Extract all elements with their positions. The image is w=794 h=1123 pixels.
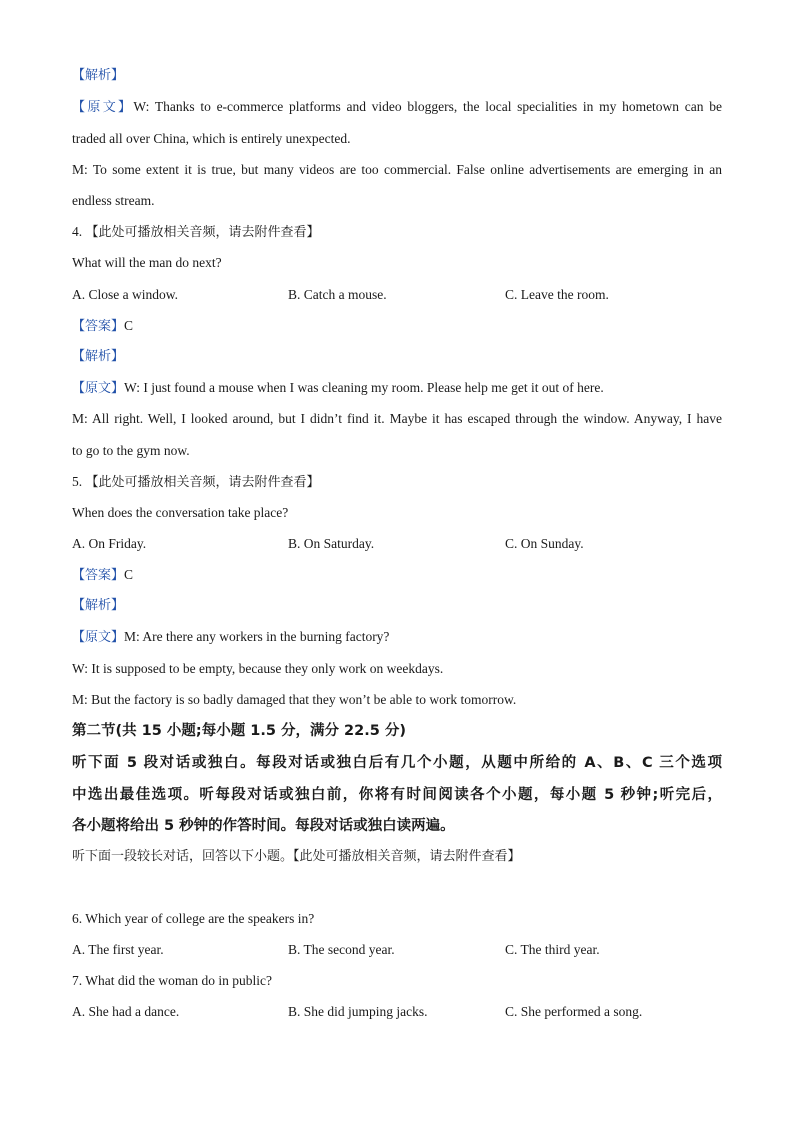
audio-link[interactable]: 【此处可播放相关音频，请去附件查看】 [85,225,320,240]
analysis-label: 【解析】 [72,598,125,613]
question-4-text: What will the man do next? [72,255,222,270]
answer-line: 【答案】C [72,318,134,334]
option-a: A. She had a dance. [72,1004,180,1019]
transcript-line: M: All right. Well, I looked around, but I didn’t find it. Maybe it has escaped through the window. Anyway, I have [72,411,722,426]
transcript-line: to go to the gym now. [72,443,190,458]
question-5-header: 5. 【此处可播放相关音频，请去附件查看】 [72,474,320,490]
original-label: 【原文】 [72,630,125,645]
audio-link[interactable]: 【此处可播放相关音频，请去附件查看】 [85,475,320,490]
question-4-header: 4. 【此处可播放相关音频，请去附件查看】 [72,224,320,240]
section-heading: 第二节(共 15 小题;每小题 1.5 分，满分 22.5 分) [72,723,406,739]
answer-label: 【答案】 [72,319,125,334]
question-6-text: 6. Which year of college are the speakers in? [72,911,315,926]
question-5-text: When does the conversation take place? [72,505,289,520]
section-instructions: 听下面 5 段对话或独白。每段对话或独白后有几个小题，从题中所给的 A、B、C 三个选项 [72,755,722,771]
option-a: A. On Friday. [72,536,147,551]
transcript-line: W: It is supposed to be empty, because they only work on weekdays. [72,661,444,676]
option-c: C. She performed a song. [505,1004,643,1019]
section-instructions: 各小题将给出 5 秒钟的作答时间。每段对话或独白读两遍。 [72,818,455,834]
section-instructions: 中选出最佳选项。听每段对话或独白前，你将有时间阅读各个小题，每小题 5 秒钟;听完后， [72,787,722,803]
analysis-label: 【解析】 [72,349,125,364]
original-label: 【原文】 [72,100,134,115]
transcript-line: endless stream. [72,193,155,208]
option-a: A. The first year. [72,942,164,957]
option-c: C. On Sunday. [505,536,584,551]
answer-line: 【答案】C [72,567,134,583]
option-a: A. Close a window. [72,287,178,302]
option-b: B. She did jumping jacks. [288,1004,428,1019]
transcript-line: 【原文】M: Are there any workers in the burning factory? [72,629,390,645]
option-b: B. The second year. [288,942,395,957]
transcript-line: M: But the factory is so badly damaged that they won’t be able to work tomorrow. [72,692,517,707]
analysis-label: 【解析】 [72,68,125,83]
transcript-line: traded all over China, which is entirely unexpected. [72,131,351,146]
dialogue-intro: 听下面一段较长对话，回答以下小题。【此处可播放相关音频，请去附件查看】 [72,849,521,864]
question-7-text: 7. What did the woman do in public? [72,973,272,988]
original-label: 【原文】 [72,381,125,396]
transcript-line: M: To some extent it is true, but many videos are too commercial. False online advertisements are emerging in an [72,162,722,177]
option-b: B. On Saturday. [288,536,375,551]
transcript-line: 【原文】W: I just found a mouse when I was cleaning my room. Please help me get it out of here. [72,380,604,396]
option-b: B. Catch a mouse. [288,287,387,302]
option-c: C. Leave the room. [505,287,609,302]
answer-label: 【答案】 [72,568,125,583]
option-c: C. The third year. [505,942,600,957]
transcript-line: 【原文】W: Thanks to e-commerce platforms and video bloggers, the local specialities in my hometown can be [72,99,722,115]
